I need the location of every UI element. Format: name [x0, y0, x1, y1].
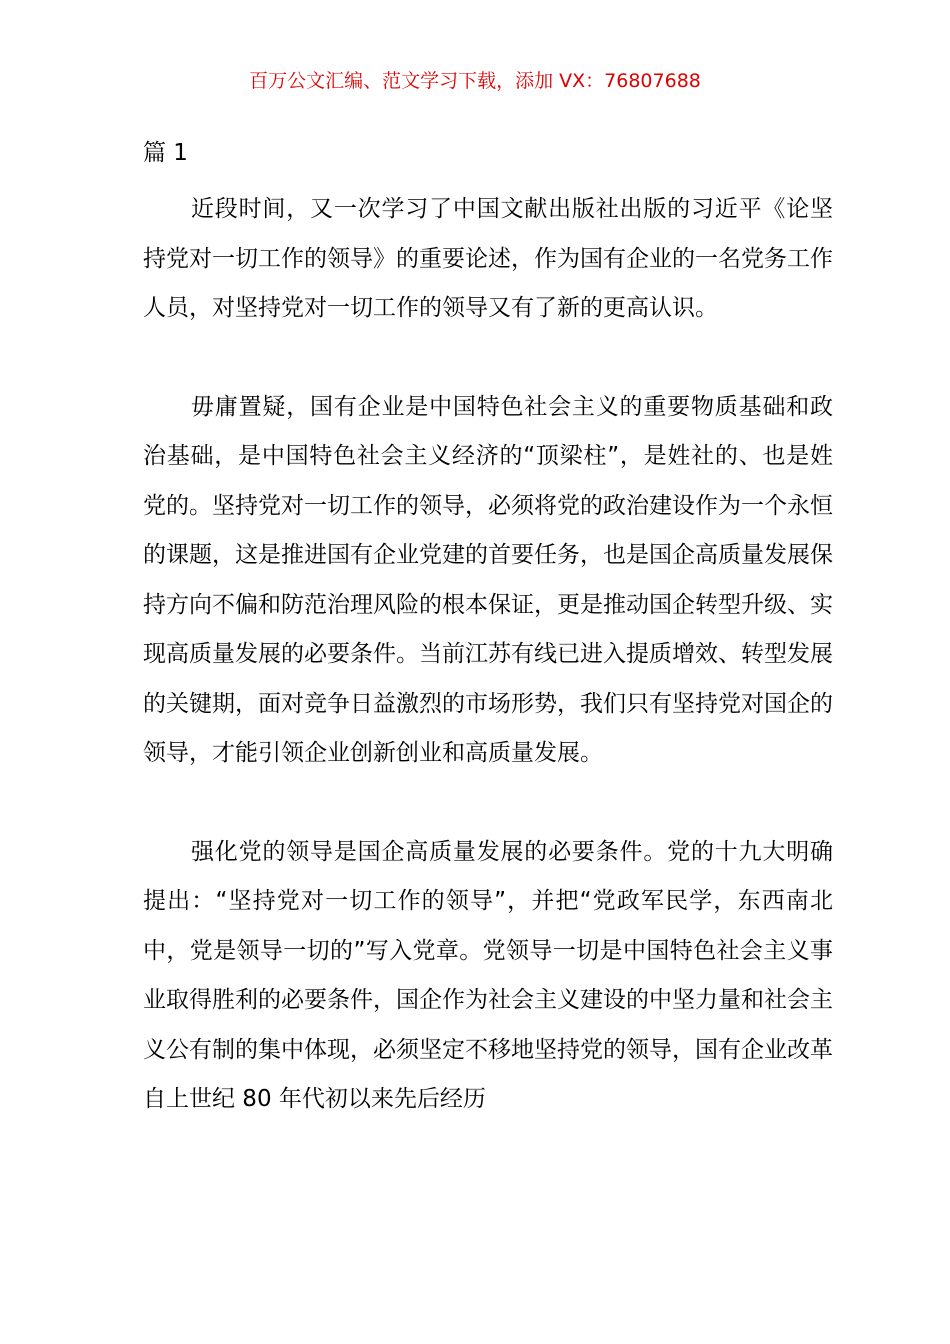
document-body	[143, 135, 833, 1125]
header-notice: 百万公文汇编、范文学习下载，添加 VX：76807688	[249, 70, 701, 92]
paragraph-2: 毋庸置疑，国有企业是中国特色社会主义的重要物质基础和政治基础，是中国特色社会主义经济的“顶梁柱”，是姓社的、也是姓党的。坚持党对一切工作的领导，必须将党的政治建设作为一个永恒的课题，这是推进国有企业党建的首要任务，也是国企高质量发展保持方向不偏和防范治理风险的根本保证，更是推动国企转型升级、实现高质量发展的必要条件。当前江苏有线已进入提质增效、转型发展的关键期，面对竞争日益激烈的市场形势，我们只有坚持党对国企的领导，才能引领企业创新创业和高质量发展。	[143, 393, 833, 766]
paragraph-1: 近段时间，又一次学习了中国文献出版社出版的习近平《论坚持党对一切工作的领导》的重要论述，作为国有企业的一名党务工作人员，对坚持党对一切工作的领导又有了新的更高认识。	[143, 196, 833, 321]
section-title: 篇 1	[143, 140, 188, 166]
paragraph-3: 强化党的领导是国企高质量发展的必要条件。党的十九大明确提出：“坚持党对一切工作的领导”，并把“党政军民学，东西南北中，党是领导一切的”写入党章。党领导一切是中国特色社会主义事业取得胜利的必要条件，国企作为社会主义建设的中坚力量和社会主义公有制的集中体现，必须坚定不移地坚持党的领导，国有企业改革自上世纪 80 年代初以来先后经历	[143, 838, 833, 1112]
